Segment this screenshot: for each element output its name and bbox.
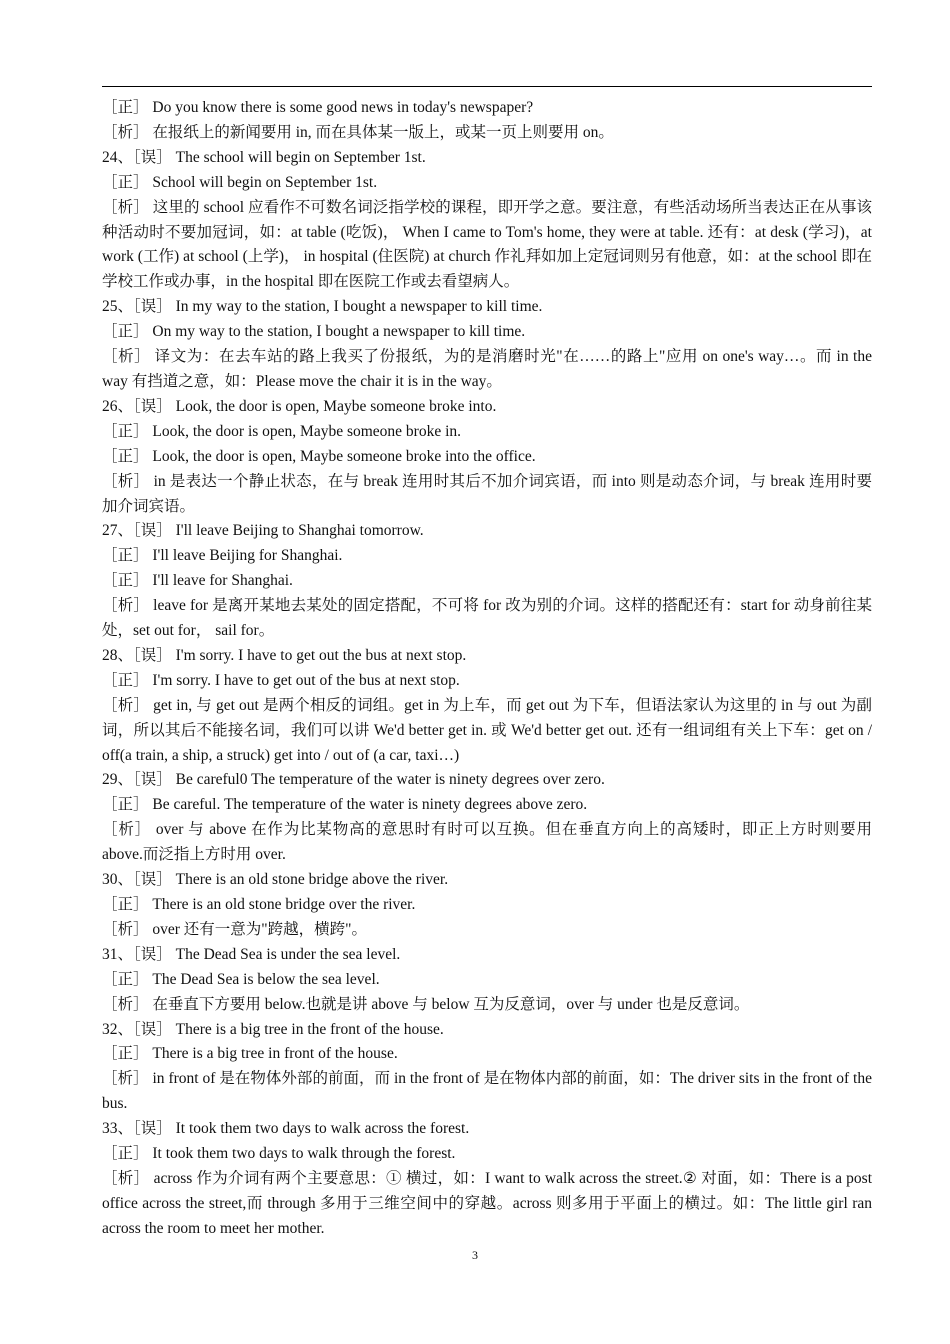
text-line: 25、［误］ In my way to the station, I bought a newspaper to kill time. (102, 298, 543, 316)
header-rule (102, 86, 872, 87)
text-line: 30、［误］ There is an old stone bridge above the river. (102, 871, 449, 889)
text-line: ［正］ The Dead Sea is below the sea level. (102, 970, 380, 988)
text-line: 29、［误］ Be careful0 The temperature of the water is ninety degrees over zero. (102, 771, 605, 789)
text-line: ［正］ Do you know there is some good news in today's newspaper? (102, 99, 534, 116)
text-line: 33、［误］ It took them two days to walk across the forest. (102, 1120, 470, 1138)
text-line: ［正］ It took them two days to walk through the forest. (102, 1145, 456, 1163)
text-line: ［正］ There is an old stone bridge over the river. (102, 896, 416, 913)
text-paragraph: ［析］ in 是表达一个静止状态，在与 break 连用时其后不加介词宾语，而 into 则是动态介词，与 break 连用时要加介词宾语。 (102, 472, 872, 515)
text-line: ［正］ There is a big tree in front of the house. (102, 1045, 398, 1063)
text-line: 24、［误］ The school will begin on September 1st. (102, 148, 426, 166)
text-paragraph: ［析］ in front of 是在物体外部的前面，而 in the front of 是在物体内部的前面，如：The driver sits in the front of the bus. (102, 1070, 872, 1113)
text-line: ［正］ I'll leave Beijing for Shanghai. (102, 547, 343, 565)
text-line: 28、［误］ I'm sorry. I have to get out the bus at next stop. (102, 646, 467, 664)
text-line: ［正］ School will begin on September 1st. (102, 173, 378, 191)
text-paragraph: ［析］ leave for 是离开某地去某处的固定搭配，不可将 for 改为别的介词。这样的搭配还有：start for 动身前往某处，set out for， sail for。 (102, 597, 872, 640)
text-line: 27、［误］ I'll leave Beijing to Shanghai tomorrow. (102, 522, 424, 540)
text-line: 26、［误］ Look, the door is open, Maybe someone broke into. (102, 397, 497, 415)
text-line: ［析］ 在报纸上的新闻要用 in, 而在具体某一版上，或某一页上则要用 on。 (102, 123, 614, 141)
page-number: 3 (472, 1248, 478, 1262)
text-line: ［析］ over 还有一意为"跨越，横跨"。 (102, 920, 367, 938)
text-paragraph: ［析］ 这里的 school 应看作不可数名词泛指学校的课程，即开学之意。要注意，有些活动场所当表达正在从事该种活动时不要加冠词，如：at table (吃饭)， When I came to Tom's home, they were at table. 还有：at desk (学习)，at work (工作) at school (上学)， in hospital (住医院) at church 作礼拜如加上定冠词则另有他意，如：at the school 即在学校工作或办事，in the hospital 即在医院工作或去看望病人。 (102, 198, 872, 291)
text-line: ［正］ Be careful. The temperature of the water is ninety degrees above zero. (102, 796, 588, 814)
text-paragraph: ［析］ over 与 above 在作为比某物高的意思时有时可以互换。但在垂直方向上的高矮时，即正上方时则要用 above.而泛指上方时用 over. (102, 821, 872, 864)
text-line: ［正］ I'm sorry. I have to get out of the bus at next stop. (102, 671, 460, 689)
text-line: ［析］ 在垂直下方要用 below.也就是讲 above 与 below 互为反意词，over 与 under 也是反意词。 (102, 995, 750, 1013)
text-line: ［正］ I'll leave for Shanghai. (102, 572, 293, 590)
text-paragraph: ［析］ get in, 与 get out 是两个相反的词组。get in 为上车，而 get out 为下车，但语法家认为这里的 in 与 out 为副词，所以其后不能接名词，我们可以讲 We'd better get in. 或 We'd better get out. 还有一组词组有关上下车：get on / off(a train, a ship, a struck) get into / out of (a car, taxi…) (102, 696, 872, 764)
text-paragraph: ［析］ 译文为：在去车站的路上我买了份报纸，为的是消磨时光"在……的路上"应用 on one's way…。而 in the way 有挡道之意，如：Please move the chair it is in the way。 (102, 348, 872, 390)
text-line: 32、［误］ There is a big tree in the front of the house. (102, 1020, 444, 1038)
text-line: ［正］ Look, the door is open, Maybe someone broke into the office. (102, 447, 536, 465)
body-text (102, 96, 872, 1242)
text-line: ［正］ On my way to the station, I bought a newspaper to kill time. (102, 323, 526, 341)
text-paragraph: ［析］ across 作为介词有两个主要意思：① 横过，如：I want to walk across the street.② 对面，如：There is a post office across the street,而 through 多用于三维空间中的穿越。across 则多用于平面上的横过。如：The little girl ran across the room to meet her mother. (102, 1169, 872, 1237)
text-line: ［正］ Look, the door is open, Maybe someone broke in. (102, 422, 462, 440)
text-line: 31、［误］ The Dead Sea is under the sea level. (102, 945, 401, 963)
